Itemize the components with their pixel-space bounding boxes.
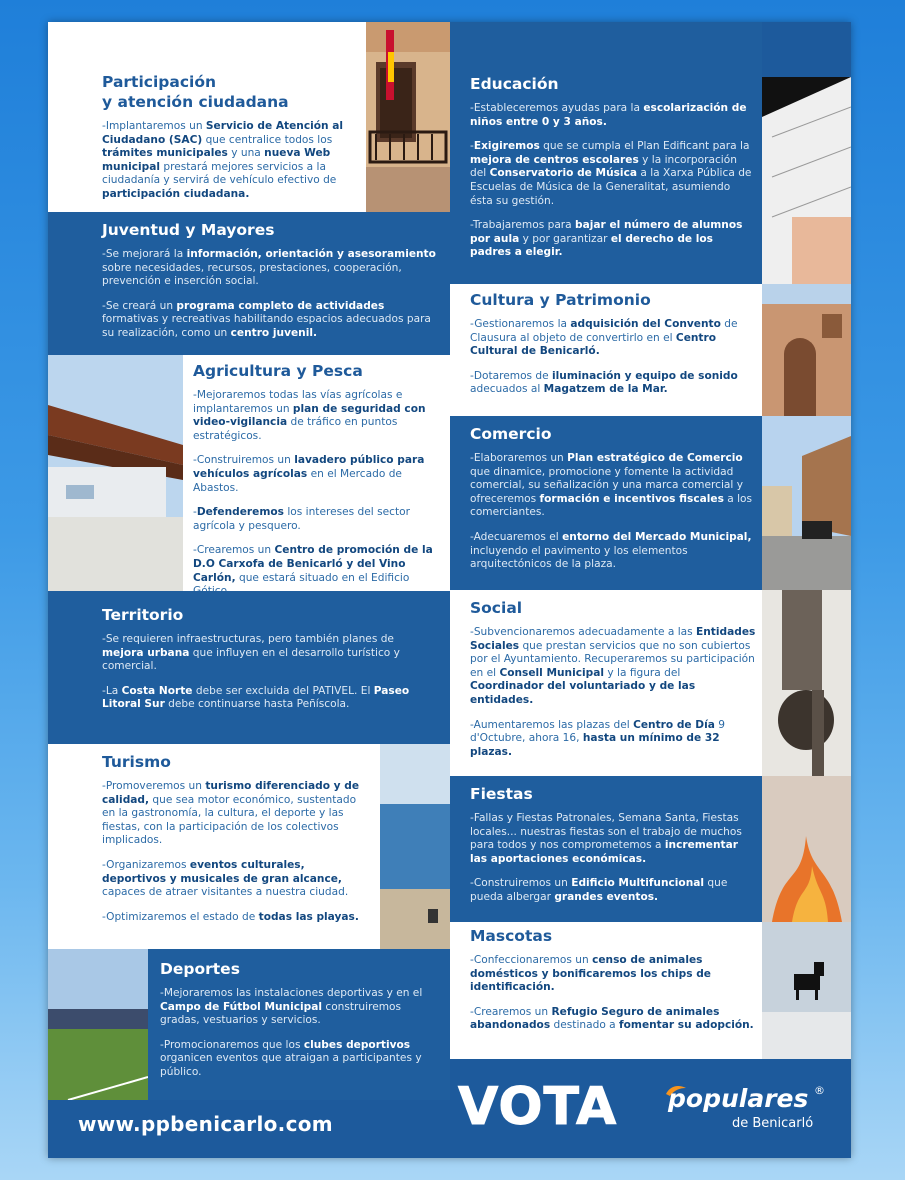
text-run: 9 d'Octubre, ahora 16, (470, 718, 725, 745)
text-run: capaces de atraer visitantes a nuestra ciudad. (102, 886, 349, 899)
highlighted-text: fomentar su adopción. (619, 1019, 754, 1032)
text-run: debe continuarse hasta Peñíscola. (164, 698, 350, 711)
paragraph (193, 389, 442, 443)
section-title: Comercio (470, 425, 552, 443)
paragraph (102, 300, 436, 341)
highlighted-text: Conservatorio de Música (489, 167, 637, 180)
section-title: Participación y atención ciudadana (102, 73, 289, 111)
paragraph (470, 219, 756, 260)
highlighted-text: Plan estratégico de Comercio (567, 452, 743, 464)
market-roof-photo (48, 355, 183, 591)
convent-facade-photo (762, 284, 851, 416)
text-run: -Crearemos un (193, 544, 275, 557)
highlighted-text: lavadero público para vehículos agrícolas (193, 454, 425, 480)
section-agricultura (183, 355, 450, 591)
paragraph (102, 685, 436, 712)
piano-photo (762, 77, 851, 284)
paragraph (470, 102, 756, 129)
highlighted-text: iluminación y equipo de sonido (552, 369, 738, 382)
section-title: Juventud y Mayores (102, 221, 275, 239)
highlighted-text: Entidades Sociales (470, 626, 756, 652)
text-run: que sea motor económico, sustentado en la gastronomía, la cultura, el deporte y las fiestas, con la participación de los colectivos implicados. (102, 793, 357, 847)
paragraph (470, 877, 756, 904)
text-run: prestará mejores servicios a la ciudadanía y servirá de vehículo efectivo de (102, 160, 337, 187)
text-run: que prestan servicios que no son cubiertos por el Ayuntamiento. Recuperaremos su participación en el (470, 639, 755, 679)
text-run: incluyendo el pavimento y los elementos arquitectónicos de la plaza. (470, 544, 688, 571)
highlighted-text: Centro de Día (633, 718, 715, 731)
section-comercio (450, 416, 762, 590)
text-run: -La (102, 684, 122, 697)
text-run: a la Xarxa Pública de Escuelas de Música de la Generalitat, asumiendo ésta su gestión. (470, 167, 752, 207)
highlighted-text: participación ciudadana. (102, 187, 250, 200)
text-run: a los comerciantes. (470, 492, 753, 519)
highlighted-text: Centro de promoción de la D.O Carxofa de Benicarló y del Vino Carlón, (193, 544, 433, 584)
highlighted-text: incrementar las aportaciones económicas. (470, 839, 738, 865)
paragraph (160, 1039, 440, 1080)
highlighted-text: Paseo Litoral Sur (102, 684, 410, 711)
text-run: y la incorporación del (470, 153, 737, 180)
highlighted-text: Exigiremos (473, 140, 540, 153)
text-run: -Se mejorará la (102, 248, 187, 260)
highlighted-text: mejora urbana (102, 646, 190, 659)
text-run: -Organizaremos (102, 858, 190, 871)
highlighted-text: nueva Web municipal (102, 147, 331, 173)
section-title: Mascotas (470, 927, 553, 945)
text-run: -Aumentaremos las plazas del (470, 718, 634, 731)
text-run: -Promoveremos un (102, 780, 206, 792)
paragraph (193, 506, 442, 533)
section-participacion (48, 22, 366, 212)
paragraph (102, 633, 436, 674)
campaign-poster (48, 22, 851, 1158)
highlighted-text: turismo diferenciado y de calidad, (102, 780, 360, 806)
text-run: - (193, 506, 197, 519)
section-title: Turismo (102, 753, 171, 771)
text-run: -Optimizaremos el estado de (102, 910, 259, 923)
football-field-photo (48, 949, 148, 1100)
paragraph (470, 318, 756, 359)
highlighted-text: el derecho de los padres a elegir. (470, 232, 713, 259)
section-juventud (48, 212, 450, 355)
paragraph (193, 454, 442, 495)
section-educacion (450, 22, 762, 284)
text-run: -Se creará un (102, 299, 177, 312)
text-run: que influyen en el desarrollo turístico y comercial. (102, 646, 400, 673)
highlighted-text: Edificio Multifuncional (571, 877, 705, 890)
party-locality: de Benicarló (732, 1116, 814, 1131)
party-name: populares (668, 1084, 809, 1113)
text-run: -Dotaremos de (470, 369, 553, 382)
text-run: que se cumpla el Plan Edificant para la (539, 140, 750, 153)
highlighted-text: trámites municipales (102, 147, 228, 160)
text-run: -Adecuaremos el (470, 530, 563, 543)
highlighted-text: Costa Norte (121, 684, 193, 697)
highlighted-text: centro juvenil. (230, 326, 317, 339)
paragraph (470, 954, 756, 995)
section-title: Fiestas (470, 785, 533, 803)
highlighted-text: bajar el número de alumnos por aula (470, 219, 743, 245)
paragraph (470, 531, 756, 572)
text-run: que centralice todos los (202, 133, 333, 146)
text-run: -Trabajaremos para (470, 219, 576, 232)
section-title: Territorio (102, 606, 184, 624)
section-title: Agricultura y Pesca (193, 362, 363, 380)
paragraph (470, 1006, 756, 1033)
text-run: -Subvencionaremos adecuadamente a las (470, 626, 697, 638)
section-title: Deportes (160, 960, 240, 978)
paragraph (470, 370, 756, 397)
text-run: -Confeccionaremos un (470, 954, 593, 966)
text-run: en el Mercado de Abastos. (193, 467, 402, 494)
text-run: -Elaboraremos un (470, 452, 568, 464)
text-run: -Fallas y Fiestas Patronales, Semana Santa, Fiestas locales... nuestras fiestas son el trabajo de muchos para todos y nos comprometemos a (470, 812, 742, 852)
highlighted-text: entorno del Mercado Municipal, (562, 530, 752, 543)
section-title: Cultura y Patrimonio (470, 291, 651, 309)
text-run: destinado a (550, 1019, 620, 1032)
highlighted-text: grandes eventos. (554, 890, 659, 903)
text-run: debe ser excluida del PATIVEL. El (192, 684, 374, 697)
text-run: - (470, 140, 474, 153)
paragraph (470, 719, 756, 760)
vota-slogan: VOTA (458, 1077, 618, 1137)
highlighted-text: todas las playas. (258, 910, 359, 923)
text-run: sobre necesidades, recursos, prestaciones, cooperación, prevención e inserción social. (102, 261, 402, 288)
paragraph (470, 140, 756, 208)
highlighted-text: censo de animales domésticos y bonificaremos los chips de identificación. (470, 954, 711, 994)
text-run: -Implantaremos un (102, 120, 206, 132)
highlighted-text: Centro Cultural de Benicarló. (470, 331, 716, 358)
text-run: y una (227, 147, 265, 160)
text-run: -Construiremos un (193, 454, 295, 467)
text-run: -Crearemos un (470, 1005, 552, 1018)
text-run: y por garantizar (519, 232, 611, 245)
section-title: Social (470, 599, 523, 617)
highlighted-text: Refugio Seguro de animales abandonados (470, 1005, 720, 1032)
highlighted-text: Magatzem de la Mar. (543, 383, 668, 396)
paragraph (102, 859, 370, 900)
dog-photo (762, 922, 851, 1059)
text-run: -Gestionaremos la (470, 318, 571, 330)
highlighted-text: Defenderemos (196, 506, 284, 519)
text-run: -Se requieren infraestructuras, pero también planes de (102, 633, 394, 645)
paragraph (102, 911, 370, 925)
paragraph (102, 780, 370, 848)
text-run: de tráfico en puntos estratégicos. (193, 416, 398, 442)
highlighted-text: información, orientación y asesoramiento (186, 248, 436, 260)
text-run: que pueda albergar (470, 877, 728, 903)
text-run: y la figura del (604, 666, 681, 679)
text-run: de Clausura al objeto de convertirlo en el (470, 318, 738, 344)
highlighted-text: Servicio de Atención al Ciudadano (SAC) (102, 120, 344, 146)
paragraph (160, 987, 440, 1028)
registered-mark: ® (814, 1084, 825, 1097)
paragraph (470, 812, 756, 866)
street-photo (762, 416, 851, 590)
text-run: -Promocionaremos que los (160, 1038, 304, 1051)
highlighted-text: plan de seguridad con video-vigilancia (193, 402, 426, 429)
highlighted-text: hasta un mínimo de 32 plazas. (470, 732, 720, 758)
text-run: adecuados al (470, 383, 544, 396)
text-run: -Estableceremos ayudas para la (470, 102, 644, 114)
paragraph (470, 452, 756, 520)
highlighted-text: Coordinador del voluntariado y de las entidades. (470, 680, 696, 706)
highlighted-text: adquisición del Convento (570, 318, 721, 330)
town-hall-balcony-photo (366, 22, 450, 212)
statue-basket-photo (762, 590, 851, 776)
section-territorio (48, 591, 450, 744)
section-fiestas (450, 776, 762, 922)
paragraph (470, 626, 756, 708)
text-run: formativas y recreativas habilitando espacios adecuados para su realización, como un (102, 313, 431, 339)
text-run: -Mejoraremos las instalaciones deportivas y en el (160, 987, 423, 999)
text-run: que estará situado en el Edificio (238, 571, 410, 584)
beach-photo (380, 744, 450, 949)
website-url[interactable]: www.ppbenicarlo.com (78, 1112, 333, 1136)
highlighted-text: eventos culturales, deportivos y musicales de gran alcance, (102, 858, 342, 885)
text-run: los intereses del sector agrícola y pesquero. (193, 506, 410, 532)
highlighted-text: formación e incentivos fiscales (539, 492, 724, 505)
text-run: organicen eventos que atraigan a participantes y público. (160, 1052, 422, 1078)
highlighted-text: Campo de Fútbol Municipal (160, 1000, 322, 1013)
text-run: construiremos gradas, vestuarios y servicios. (160, 1000, 402, 1027)
paragraph (102, 248, 436, 289)
text-run: -Construiremos un (470, 877, 572, 890)
section-title: Educación (470, 75, 559, 93)
section-cultura (450, 284, 762, 416)
section-social (450, 590, 762, 776)
bonfire-photo (762, 776, 851, 922)
section-deportes (148, 949, 450, 1100)
section-turismo (48, 744, 380, 949)
section-mascotas (450, 922, 762, 1059)
paragraph (102, 120, 352, 202)
text-run: que dinamice, promocione y fomente la actividad comercial, su señalización y una marca comercial y ofreceremos (470, 465, 743, 505)
highlighted-text: programa completo de actividades (176, 299, 385, 312)
highlighted-text: Consell Municipal (499, 666, 605, 679)
highlighted-text: clubes deportivos (303, 1038, 411, 1051)
text-run: -Mejoraremos todas las vías agrícolas e implantaremos un (193, 389, 403, 415)
highlighted-text: escolarización de niños entre 0 y 3 años. (470, 102, 747, 128)
highlighted-text: mejora de centros escolares (470, 153, 639, 166)
